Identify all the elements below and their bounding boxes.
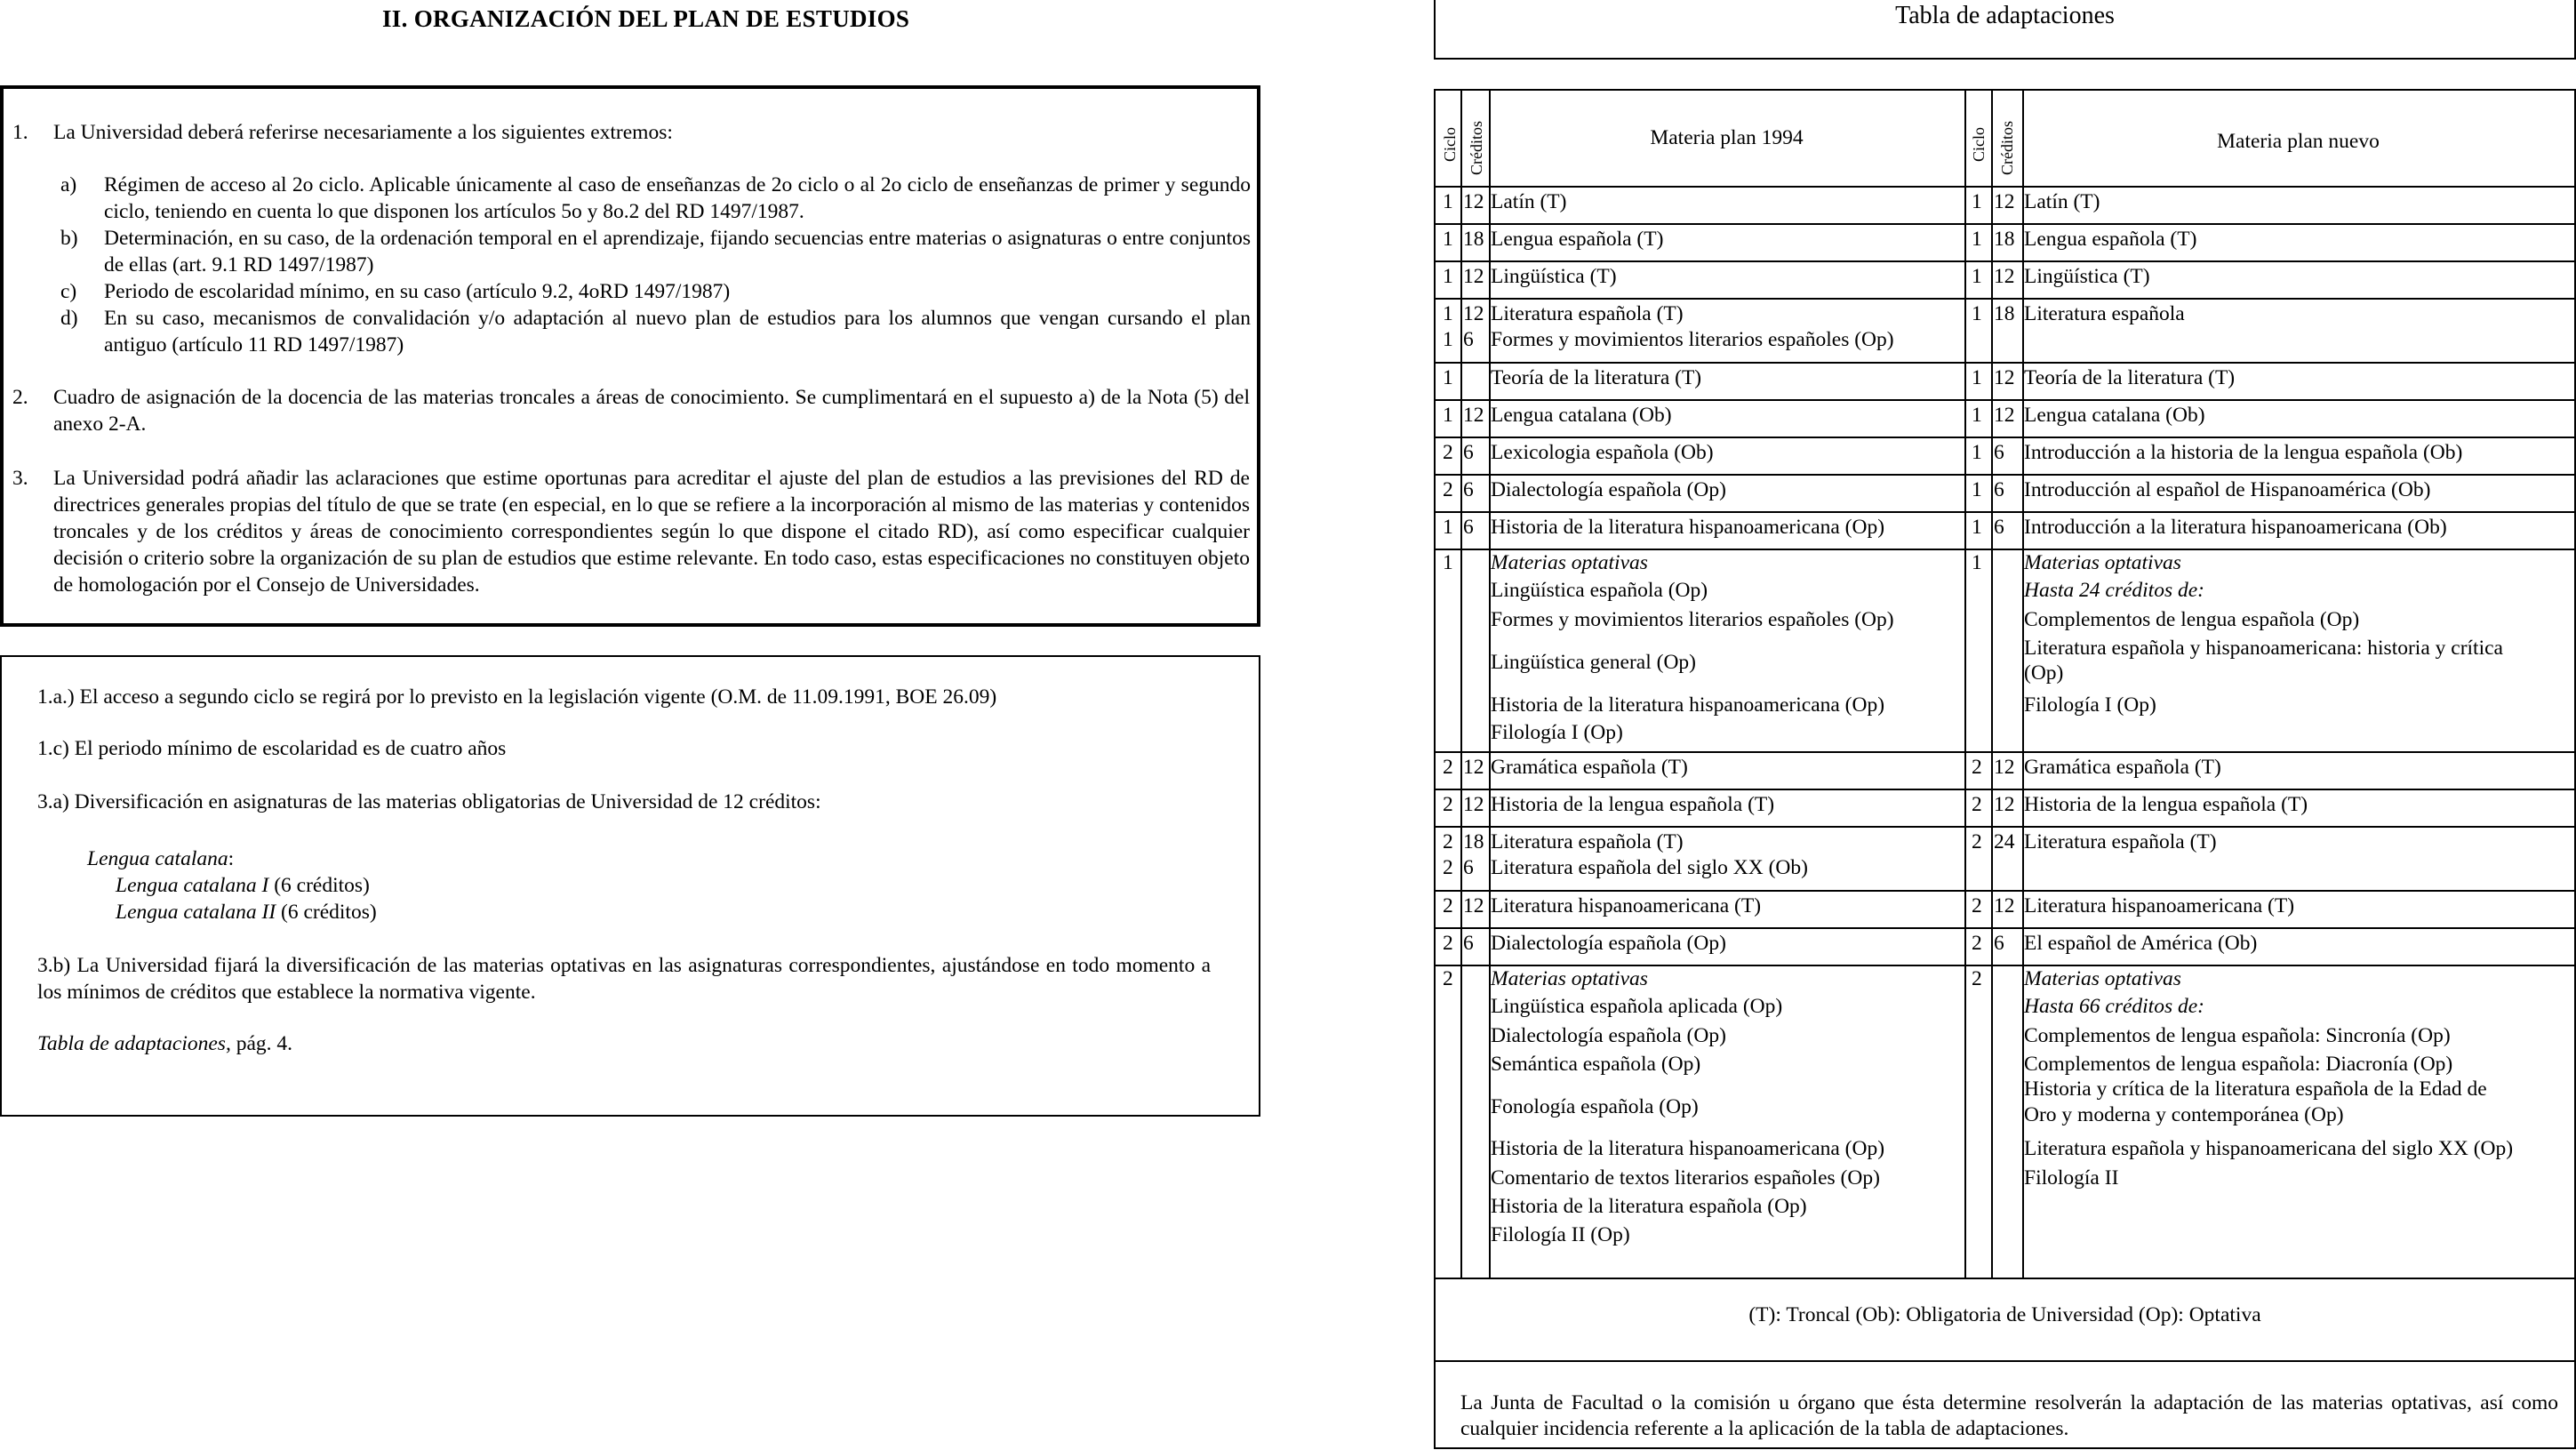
item-number: 3. [12, 467, 28, 490]
note-diversification: 3.a) Diversificación en asignaturas de las materias obligatorias de Universidad de 12 créditos: [37, 790, 821, 813]
row-divider [1436, 1360, 2574, 1362]
row-divider [1436, 362, 2574, 364]
old-subject: Latín (T) [1491, 190, 1567, 213]
row-divider [1436, 186, 2574, 188]
new-optativa-item: (Op) [2024, 661, 2064, 685]
note-access: 1.a.) El acceso a segundo ciclo se regirá por lo previsto en la legislación vigente (O.M. de 11.09.1991, BOE 26.09) [37, 685, 997, 709]
old-optativa-item: Fonología española (Op) [1491, 1095, 1699, 1118]
new-subject: Introducción a la historia de la lengua española (Ob) [2024, 441, 2463, 464]
new-creditos: 24 [1994, 830, 2015, 853]
header-ciclo: Ciclo [1441, 127, 1459, 162]
new-subject: Lengua catalana (Ob) [2024, 404, 2205, 427]
new-ciclo: 2 [1972, 830, 1982, 853]
section-title: II. ORGANIZACIÓN DEL PLAN DE ESTUDIOS [382, 5, 910, 32]
new-optativa-item: Literatura española y hispanoamericana del siglo XX (Op) [2024, 1137, 2514, 1160]
old-subject: Historia de la literatura hispanoamericana (Op) [1491, 516, 1885, 539]
new-optativa-item: Filología I (Op) [2024, 693, 2156, 717]
new-subject: Latín (T) [2024, 190, 2100, 213]
old-ciclo: 2 [1443, 894, 1453, 917]
old-creditos: 12 [1463, 190, 1484, 213]
new-creditos: 18 [1994, 228, 2015, 251]
new-creditos: 18 [1994, 302, 2015, 325]
old-subject: Lingüística (T) [1491, 265, 1617, 288]
old-optativa-item: Historia de la literatura hispanoamericana (Op) [1491, 1137, 1885, 1160]
new-ciclo: 1 [1972, 404, 1982, 427]
new-ciclo: 1 [1972, 516, 1982, 539]
old-optativa-item: Lingüística española (Op) [1491, 579, 1708, 602]
new-subject: Historia de la lengua española (T) [2024, 793, 2308, 816]
old-optativa-item: Lingüística española aplicada (Op) [1491, 995, 1783, 1018]
old-optativa-item: Formes y movimientos literarios españoles (Op) [1491, 608, 1894, 631]
old-subject: Gramática española (T) [1491, 756, 1688, 779]
new-creditos: 12 [1994, 756, 2015, 779]
old-subject: Historia de la lengua española (T) [1491, 793, 1775, 816]
new-creditos: 12 [1994, 366, 2015, 389]
legend: (T): Troncal (Ob): Obligatoria de Universidad (Op): Optativa [1748, 1303, 2261, 1326]
table-title: Tabla de adaptaciones [1895, 2, 2115, 29]
new-optativa-item: Literatura española y hispanoamericana: historia y crítica [2024, 637, 2503, 660]
item-number: 2. [12, 386, 28, 409]
old-ciclo: 1 [1443, 265, 1453, 288]
old-creditos: 18 [1463, 228, 1484, 251]
new-subject: Lingüística (T) [2024, 265, 2150, 288]
old-optativa-item: Lingüística general (Op) [1491, 651, 1696, 674]
row-divider [1436, 789, 2574, 790]
new-subject: Teoría de la literatura (T) [2024, 366, 2236, 389]
new-optativas-heading: Materias optativas [2024, 551, 2181, 574]
old-creditos: 6 [1463, 478, 1474, 501]
notes-box [0, 655, 1260, 1117]
old-subject: Literatura española (T) [1491, 302, 1684, 325]
old-creditos: 6 [1463, 932, 1474, 955]
new-optativas-heading: Materias optativas [2024, 967, 2181, 990]
old-creditos: 12 [1463, 404, 1484, 427]
old-optativa-item: Semántica española (Op) [1491, 1053, 1701, 1076]
new-optativas-credits: Hasta 24 créditos de: [2024, 579, 2204, 602]
instructions-box [0, 85, 1260, 627]
new-subject: Introducción al español de Hispanoamérica (Ob) [2024, 478, 2431, 501]
column-divider [1991, 91, 1993, 1278]
old-optativas-heading: Materias optativas [1491, 551, 1648, 574]
new-subject: Literatura española (T) [2024, 830, 2217, 853]
old-ciclo: 2 [1443, 756, 1453, 779]
adaptations-table [1434, 89, 2576, 1449]
old-subject: Literatura hispanoamericana (T) [1491, 894, 1762, 917]
new-creditos: 12 [1994, 265, 2015, 288]
old-creditos: 6 [1463, 516, 1474, 539]
table-title-box [1434, 0, 2576, 60]
old-ciclo: 2 [1443, 932, 1453, 955]
new-creditos: 12 [1994, 404, 2015, 427]
new-subject: Literatura española [2024, 302, 2185, 325]
item-a-text: Régimen de acceso al 2o ciclo. Aplicable únicamente al caso de enseñanzas de 2o ciclo o al 2o ciclo de enseñanzas de primer y segundo ciclo, teniendo en cuenta lo que disponen los artículos 5o y 8o.2 del RD 1497/1987. [104, 173, 1251, 223]
row-divider [1436, 826, 2574, 828]
sub-label: b) [60, 227, 78, 250]
new-ciclo: 2 [1972, 756, 1982, 779]
item-number: 1. [12, 121, 28, 144]
new-ciclo: 1 [1972, 228, 1982, 251]
header-creditos: Créditos [1998, 121, 2016, 175]
old-creditos: 6 [1463, 441, 1474, 464]
row-divider [1436, 298, 2574, 300]
old-subject: Lengua española (T) [1491, 228, 1664, 251]
header-ciclo: Ciclo [1970, 127, 1988, 162]
column-divider [1964, 91, 1966, 1278]
new-subject: Introducción a la literatura hispanoamericana (Ob) [2024, 516, 2447, 539]
old-subject: Dialectología española (Op) [1491, 932, 1726, 955]
lengua-catalana-2: Lengua catalana II (6 créditos) [116, 901, 377, 924]
new-creditos: 12 [1994, 793, 2015, 816]
new-creditos: 12 [1994, 190, 2015, 213]
item-3-text: La Universidad podrá añadir las aclaraciones que estime oportunas para acreditar el ajuste del plan de estudios a las previsiones del RD de directrices generales propias del título de que se trate (en especial, en lo que se refiere a la incorporación al mismo de las materias y contenidos troncales y de los créditos y áreas de conocimiento correspondientes según lo que dispone el citado RD), así como especificar cualquier decisión o criterio sobre la organización de su plan de estudios que estime relevante. En todo caso, estas especificaciones no constituyen objeto de homologación por el Consejo de Universidades. [53, 467, 1250, 597]
column-divider [1460, 91, 1462, 1278]
old-ciclo: 2 [1443, 793, 1453, 816]
old-creditos: 12 [1463, 756, 1484, 779]
note-period: 1.c) El periodo mínimo de escolaridad es de cuatro años [37, 737, 507, 760]
row-divider [1436, 260, 2574, 262]
new-subject: Literatura hispanoamericana (T) [2024, 894, 2295, 917]
item-b-text: Determinación, en su caso, de la ordenación temporal en el aprendizaje, fijando secuencias entre materias o asignaturas o entre conjuntos de ellas (art. 9.1 RD 1497/1987) [104, 227, 1251, 276]
new-optativa-item: Complementos de lengua española: Sincronía (Op) [2024, 1024, 2451, 1047]
row-divider [1436, 511, 2574, 513]
old-creditos: 12 [1463, 265, 1484, 288]
new-ciclo: 1 [1972, 441, 1982, 464]
old-ciclo: 2 [1443, 441, 1453, 464]
old-ciclo: 1 [1443, 190, 1453, 213]
new-optativa-item: Oro y moderna y contemporánea (Op) [2024, 1103, 2344, 1126]
new-ciclo: 2 [1972, 793, 1982, 816]
new-ciclo: 1 [1972, 551, 1982, 574]
old-ciclo: 1 [1443, 328, 1453, 351]
row-divider [1436, 751, 2574, 753]
old-optativa-item: Filología II (Op) [1491, 1223, 1630, 1246]
old-subject: Lengua catalana (Ob) [1491, 404, 1672, 427]
old-ciclo: 1 [1443, 404, 1453, 427]
new-ciclo: 1 [1972, 265, 1982, 288]
table-reference: Tabla de adaptaciones, pág. 4. [37, 1032, 292, 1055]
row-divider [1436, 474, 2574, 476]
sub-label: a) [60, 173, 77, 196]
header-new-subject: Materia plan nuevo [2217, 130, 2380, 153]
old-creditos: 6 [1463, 328, 1474, 351]
new-creditos: 12 [1994, 894, 2015, 917]
new-ciclo: 2 [1972, 967, 1982, 990]
new-ciclo: 2 [1972, 932, 1982, 955]
new-ciclo: 1 [1972, 190, 1982, 213]
old-subject: Literatura española (T) [1491, 830, 1684, 853]
new-ciclo: 2 [1972, 894, 1982, 917]
old-subject: Dialectología española (Op) [1491, 478, 1726, 501]
old-creditos: 12 [1463, 793, 1484, 816]
new-ciclo: 1 [1972, 478, 1982, 501]
row-divider [1436, 437, 2574, 438]
old-optativa-item: Historia de la literatura hispanoamericana (Op) [1491, 693, 1885, 717]
old-subject: Literatura española del siglo XX (Ob) [1491, 856, 1808, 879]
sub-label: c) [60, 280, 77, 303]
lengua-catalana-heading: Lengua catalana: [87, 847, 235, 870]
row-divider [1436, 1278, 2574, 1279]
old-ciclo: 1 [1443, 302, 1453, 325]
old-ciclo: 1 [1443, 228, 1453, 251]
new-optativa-item: Complementos de lengua española: Diacronía (Op) [2024, 1053, 2453, 1076]
header-creditos: Créditos [1468, 121, 1485, 175]
new-creditos: 6 [1994, 441, 2004, 464]
old-optativa-item: Filología I (Op) [1491, 721, 1623, 744]
new-creditos: 6 [1994, 478, 2004, 501]
old-subject: Lexicologia española (Ob) [1491, 441, 1714, 464]
row-divider [1436, 890, 2574, 892]
old-subject: Teoría de la literatura (T) [1491, 366, 1702, 389]
old-ciclo: 2 [1443, 856, 1453, 879]
new-optativa-item: Complementos de lengua española (Op) [2024, 608, 2360, 631]
new-optativa-item: Filología II [2024, 1166, 2119, 1190]
old-creditos: 6 [1463, 856, 1474, 879]
item-1-text: La Universidad deberá referirse necesariamente a los siguientes extremos: [53, 121, 673, 144]
old-ciclo: 2 [1443, 830, 1453, 853]
old-optativas-heading: Materias optativas [1491, 967, 1648, 990]
old-ciclo: 1 [1443, 516, 1453, 539]
new-subject: Lengua española (T) [2024, 228, 2197, 251]
old-optativa-item: Dialectología española (Op) [1491, 1024, 1726, 1047]
new-creditos: 6 [1994, 516, 2004, 539]
old-ciclo: 2 [1443, 967, 1453, 990]
row-divider [1436, 399, 2574, 401]
footer-note: La Junta de Facultad o la comisión u órgano que ésta determine resolverán la adaptación de las materias optativas, así como cualquier incidencia referente a la aplicación de la tabla de adaptaciones. [1460, 1391, 2558, 1440]
item-c-text: Periodo de escolaridad mínimo, en su caso (artículo 9.2, 4oRD 1497/1987) [104, 280, 731, 303]
old-creditos: 18 [1463, 830, 1484, 853]
old-ciclo: 1 [1443, 366, 1453, 389]
row-divider [1436, 223, 2574, 225]
old-ciclo: 2 [1443, 478, 1453, 501]
new-creditos: 6 [1994, 932, 2004, 955]
new-optativas-credits: Hasta 66 créditos de: [2024, 995, 2204, 1018]
old-creditos: 12 [1463, 302, 1484, 325]
old-creditos: 12 [1463, 894, 1484, 917]
old-optativa-item: Historia de la literatura española (Op) [1491, 1195, 1807, 1218]
new-subject: El español de América (Ob) [2024, 932, 2258, 955]
item-d-text: En su caso, mecanismos de convalidación y/o adaptación al nuevo plan de estudios para los alumnos que vengan cursando el plan antiguo (artículo 11 RD 1497/1987) [104, 307, 1251, 356]
old-ciclo: 1 [1443, 551, 1453, 574]
note-optativas: 3.b) La Universidad fijará la diversificación de las materias optativas en las asignaturas correspondientes, ajustándose en todo momento a los mínimos de créditos que establece la normativa vigente. [37, 954, 1211, 1004]
header-old-subject: Materia plan 1994 [1650, 126, 1804, 149]
sub-label: d) [60, 307, 78, 330]
old-optativa-item: Comentario de textos literarios españoles (Op) [1491, 1166, 1880, 1190]
new-ciclo: 1 [1972, 302, 1982, 325]
old-subject: Formes y movimientos literarios españoles (Op) [1491, 328, 1894, 351]
lengua-catalana-1: Lengua catalana I (6 créditos) [116, 874, 370, 897]
new-subject: Gramática española (T) [2024, 756, 2221, 779]
item-2-text: Cuadro de asignación de la docencia de las materias troncales a áreas de conocimiento. Se cumplimentará en el supuesto a) de la Nota (5) del anexo 2-A. [53, 386, 1250, 436]
new-ciclo: 1 [1972, 366, 1982, 389]
new-optativa-item: Historia y crítica de la literatura española de la Edad de [2024, 1077, 2487, 1101]
row-divider [1436, 927, 2574, 929]
